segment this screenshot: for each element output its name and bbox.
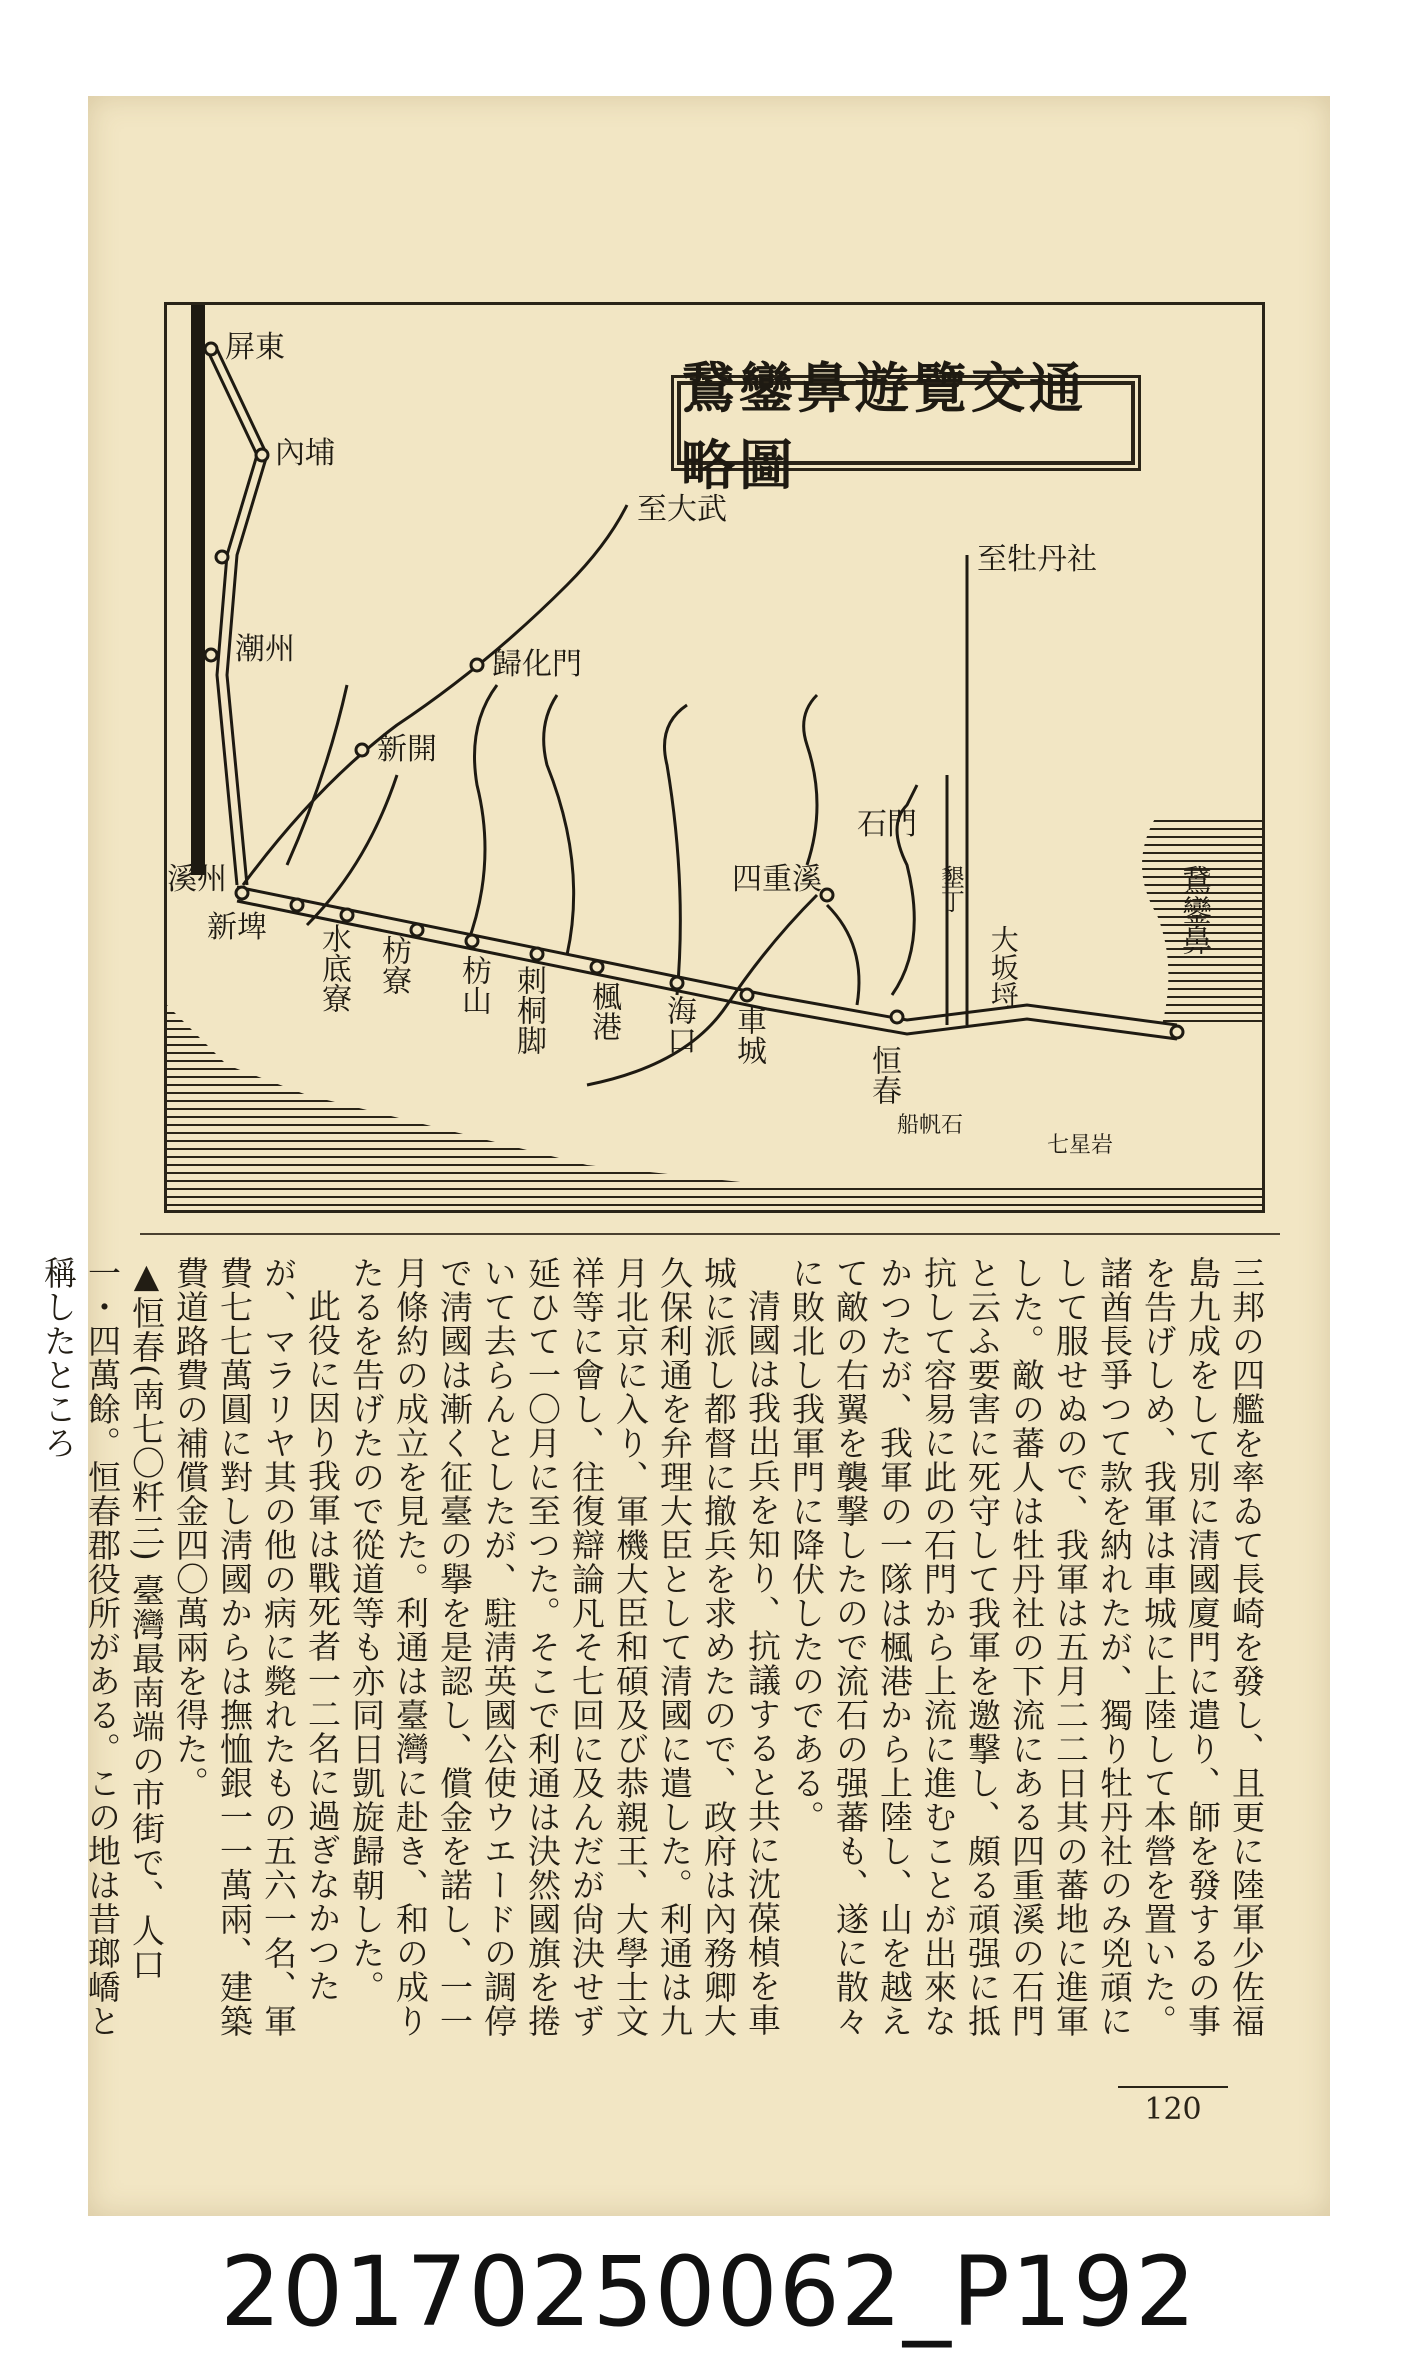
label-sichongxi: 四重溪 — [732, 862, 822, 897]
label-shimen: 石門 — [857, 807, 917, 842]
label-xizhou: 溪州 — [167, 862, 227, 897]
railway-line — [191, 305, 205, 875]
label-guihuamen: 歸化門 — [492, 647, 582, 682]
label-to-dawu: 至大武 — [637, 492, 727, 527]
label-chaozhou: 潮州 — [235, 632, 295, 667]
route-map — [164, 302, 1265, 1213]
label-checheng: 車城 — [731, 1005, 766, 1065]
label-neipu: 內埔 — [275, 436, 335, 471]
book-page — [39, 96, 1330, 2216]
sea-hatch — [167, 1005, 1262, 1210]
archive-caption: 20170250062_P192 — [220, 2236, 1197, 2348]
label-xinkai: 新開 — [377, 732, 437, 767]
label-cigongjiao: 刺桐脚 — [511, 965, 546, 1055]
paragraph-3: 此役に因り我軍は戰死者一二名に過ぎなかつたが、マラリヤ其の他の病に斃れたもの五六一名、軍費七七萬圓に對し淸國からは撫恤銀一一萬兩、建築費道路費の補償金四〇萬兩を得た。 — [171, 1256, 342, 2038]
section-divider — [140, 1233, 1280, 1235]
label-fenggang: 楓港 — [586, 981, 621, 1041]
body-text — [39, 1256, 1268, 2046]
map-title: 鵞鑾鼻遊覽交通略圖 — [677, 381, 1135, 465]
paragraph-2: 清國は我出兵を知り、抗議すると共に沈葆楨を車城に派し都督に撤兵を求めたので、政府は內務卿大久保利通を弁理大臣として清國に遣した。利通は九月北京に入り、軍機大臣和碩及び恭親王、大學士文祥等に會し、往復辯論凡そ七回に及んだが尙決せず延ひて一〇月に至つた。そこで利通は決然國旗を捲いて去らんとしたが、駐淸英國公使ウエードの調停で淸國は漸く征臺の擧を是認し、償金を諾し、一一月條約の成立を見た。利通は臺灣に赴き、和の成りたるを告げたので從道等も亦同日凱旋歸朝した。 — [347, 1256, 782, 2038]
label-dabanzhen: 大坂埒 — [986, 925, 1020, 1009]
label-fangshan: 枋山 — [456, 955, 491, 1015]
label-qixing: 七星岩 — [1047, 1133, 1114, 1158]
paragraph-1: 三邦の四艦を率ゐて長崎を發し、且更に陸軍少佐福島九成をして別に清國廈門に遣り、師を發するの事を告げしめ、我軍は車城に上陸して本營を置いた。諸酋長爭つて款を納れたが、獨り牡丹社のみ兇頑にして服せぬので、我軍は五月二二日其の蕃地に進軍した。敵の蕃人は牡丹社の下流にある四重溪の石門と云ふ要害に死守して我軍を邀撃し、頗る頑强に抵抗して容易に此の石門から上流に進むことが出來なかつたが、我軍の一隊は楓港から上陸し、山を越えて敵の右翼を襲撃したので流石の强蕃も、遂に散々に敗北し我軍門に降伏したのである。 — [787, 1256, 1266, 2038]
paragraph-4: ▲恒春(南七〇粁三) 臺灣最南端の市街で、人口一・四萬餘。恒春郡役所がある。この地は昔瑯嶠と稱したところ — [39, 1256, 166, 2038]
label-fangliao: 枋寮 — [376, 935, 411, 995]
label-to-mudan: 至牡丹社 — [977, 542, 1097, 577]
label-xinpi: 新埤 — [207, 910, 267, 945]
label-haikou: 海口 — [661, 995, 696, 1055]
label-shuidiliao: 水底寮 — [316, 923, 351, 1013]
label-pingtung: 屏東 — [225, 330, 285, 365]
label-chuanfan: 船帆石 — [897, 1113, 964, 1138]
label-guangtai: 墾丁 — [936, 865, 965, 913]
label-eluanbi: 鵞鑾鼻 — [1176, 865, 1211, 955]
page-number: 120 — [1118, 2086, 1228, 2127]
label-hengchun: 恒春 — [866, 1045, 901, 1105]
